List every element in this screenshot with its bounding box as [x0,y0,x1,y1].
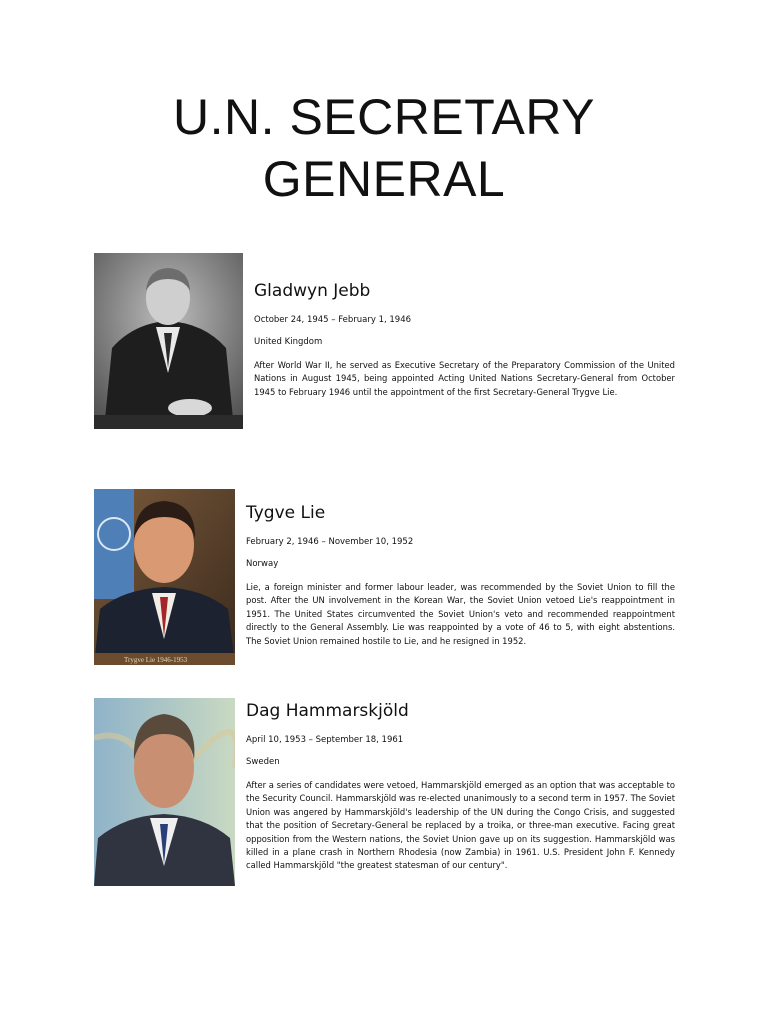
entry-term: April 10, 1953 – September 18, 1961 [246,735,404,745]
portrait-caption: Trygve Lie 1946-1953 [124,656,188,664]
page-title [0,86,768,210]
entry-bio: After a series of candidates were vetoed, Hammarskjöld emerged as an option that was acceptable to the Security Council. Hammarskjöld was re-elected unanimously to a second term in 1957. The Soviet Union was angered by Hammarskjöld's leadership of the UN during the Congo Crisis, and suggested that the position of Secretary-General be replaced by a troika, or three-man executive. Facing great opposition from the Western nations, the Soviet Union gave up on its suggestion. Hammarskjöld was killed in a plane crash in Northern Rhodesia (now Zambia) in 1961. U.S. President John F. Kennedy called Hammarskjöld "the greatest statesman of our century". [246,780,675,871]
page-title-line-1: U.N. SECRETARY [173,89,595,145]
portrait-tygve-lie [94,489,235,665]
entry-term: October 24, 1945 – February 1, 1946 [254,315,412,325]
entry-dag-hammarskjold [246,701,675,873]
entry-name: Tygve Lie [246,503,326,523]
entry-country: Norway [246,559,279,569]
entry-name: Gladwyn Jebb [254,281,371,301]
entry-gladwyn-jebb [254,281,675,399]
entry-name: Dag Hammarskjöld [246,701,409,721]
entry-bio: Lie, a foreign minister and former labour leader, was recommended by the Soviet Union to fill the post. After the UN involvement in the Korean War, the Soviet Union vetoed Lie's reappointment in 1951. The United States circumvented the Soviet Union's veto and recommended reappointment directly to the General Assembly. Lie was reappointed by a vote of 46 to 5, with eight abstentions. The Soviet Union remained hostile to Lie, and he resigned in 1952. [246,582,675,646]
entry-tygve-lie [246,503,675,648]
portrait-image [94,489,235,665]
entry-country: United Kingdom [254,337,323,347]
entry-bio: After World War II, he served as Executive Secretary of the Preparatory Commission of the United Nations in August 1945, being appointed Acting United Nations Secretary-General from October 1945 to February 1946 until the appointment of the first Secretary-General Trygve Lie. [254,360,675,397]
portrait-dag-hammarskjold [94,698,235,886]
entry-term: February 2, 1946 – November 10, 1952 [246,537,414,547]
page-title-line-2: GENERAL [262,151,506,207]
portrait-image [94,698,235,886]
portrait-gladwyn-jebb [94,253,243,429]
portrait-image [94,253,243,429]
entry-country: Sweden [246,757,280,767]
